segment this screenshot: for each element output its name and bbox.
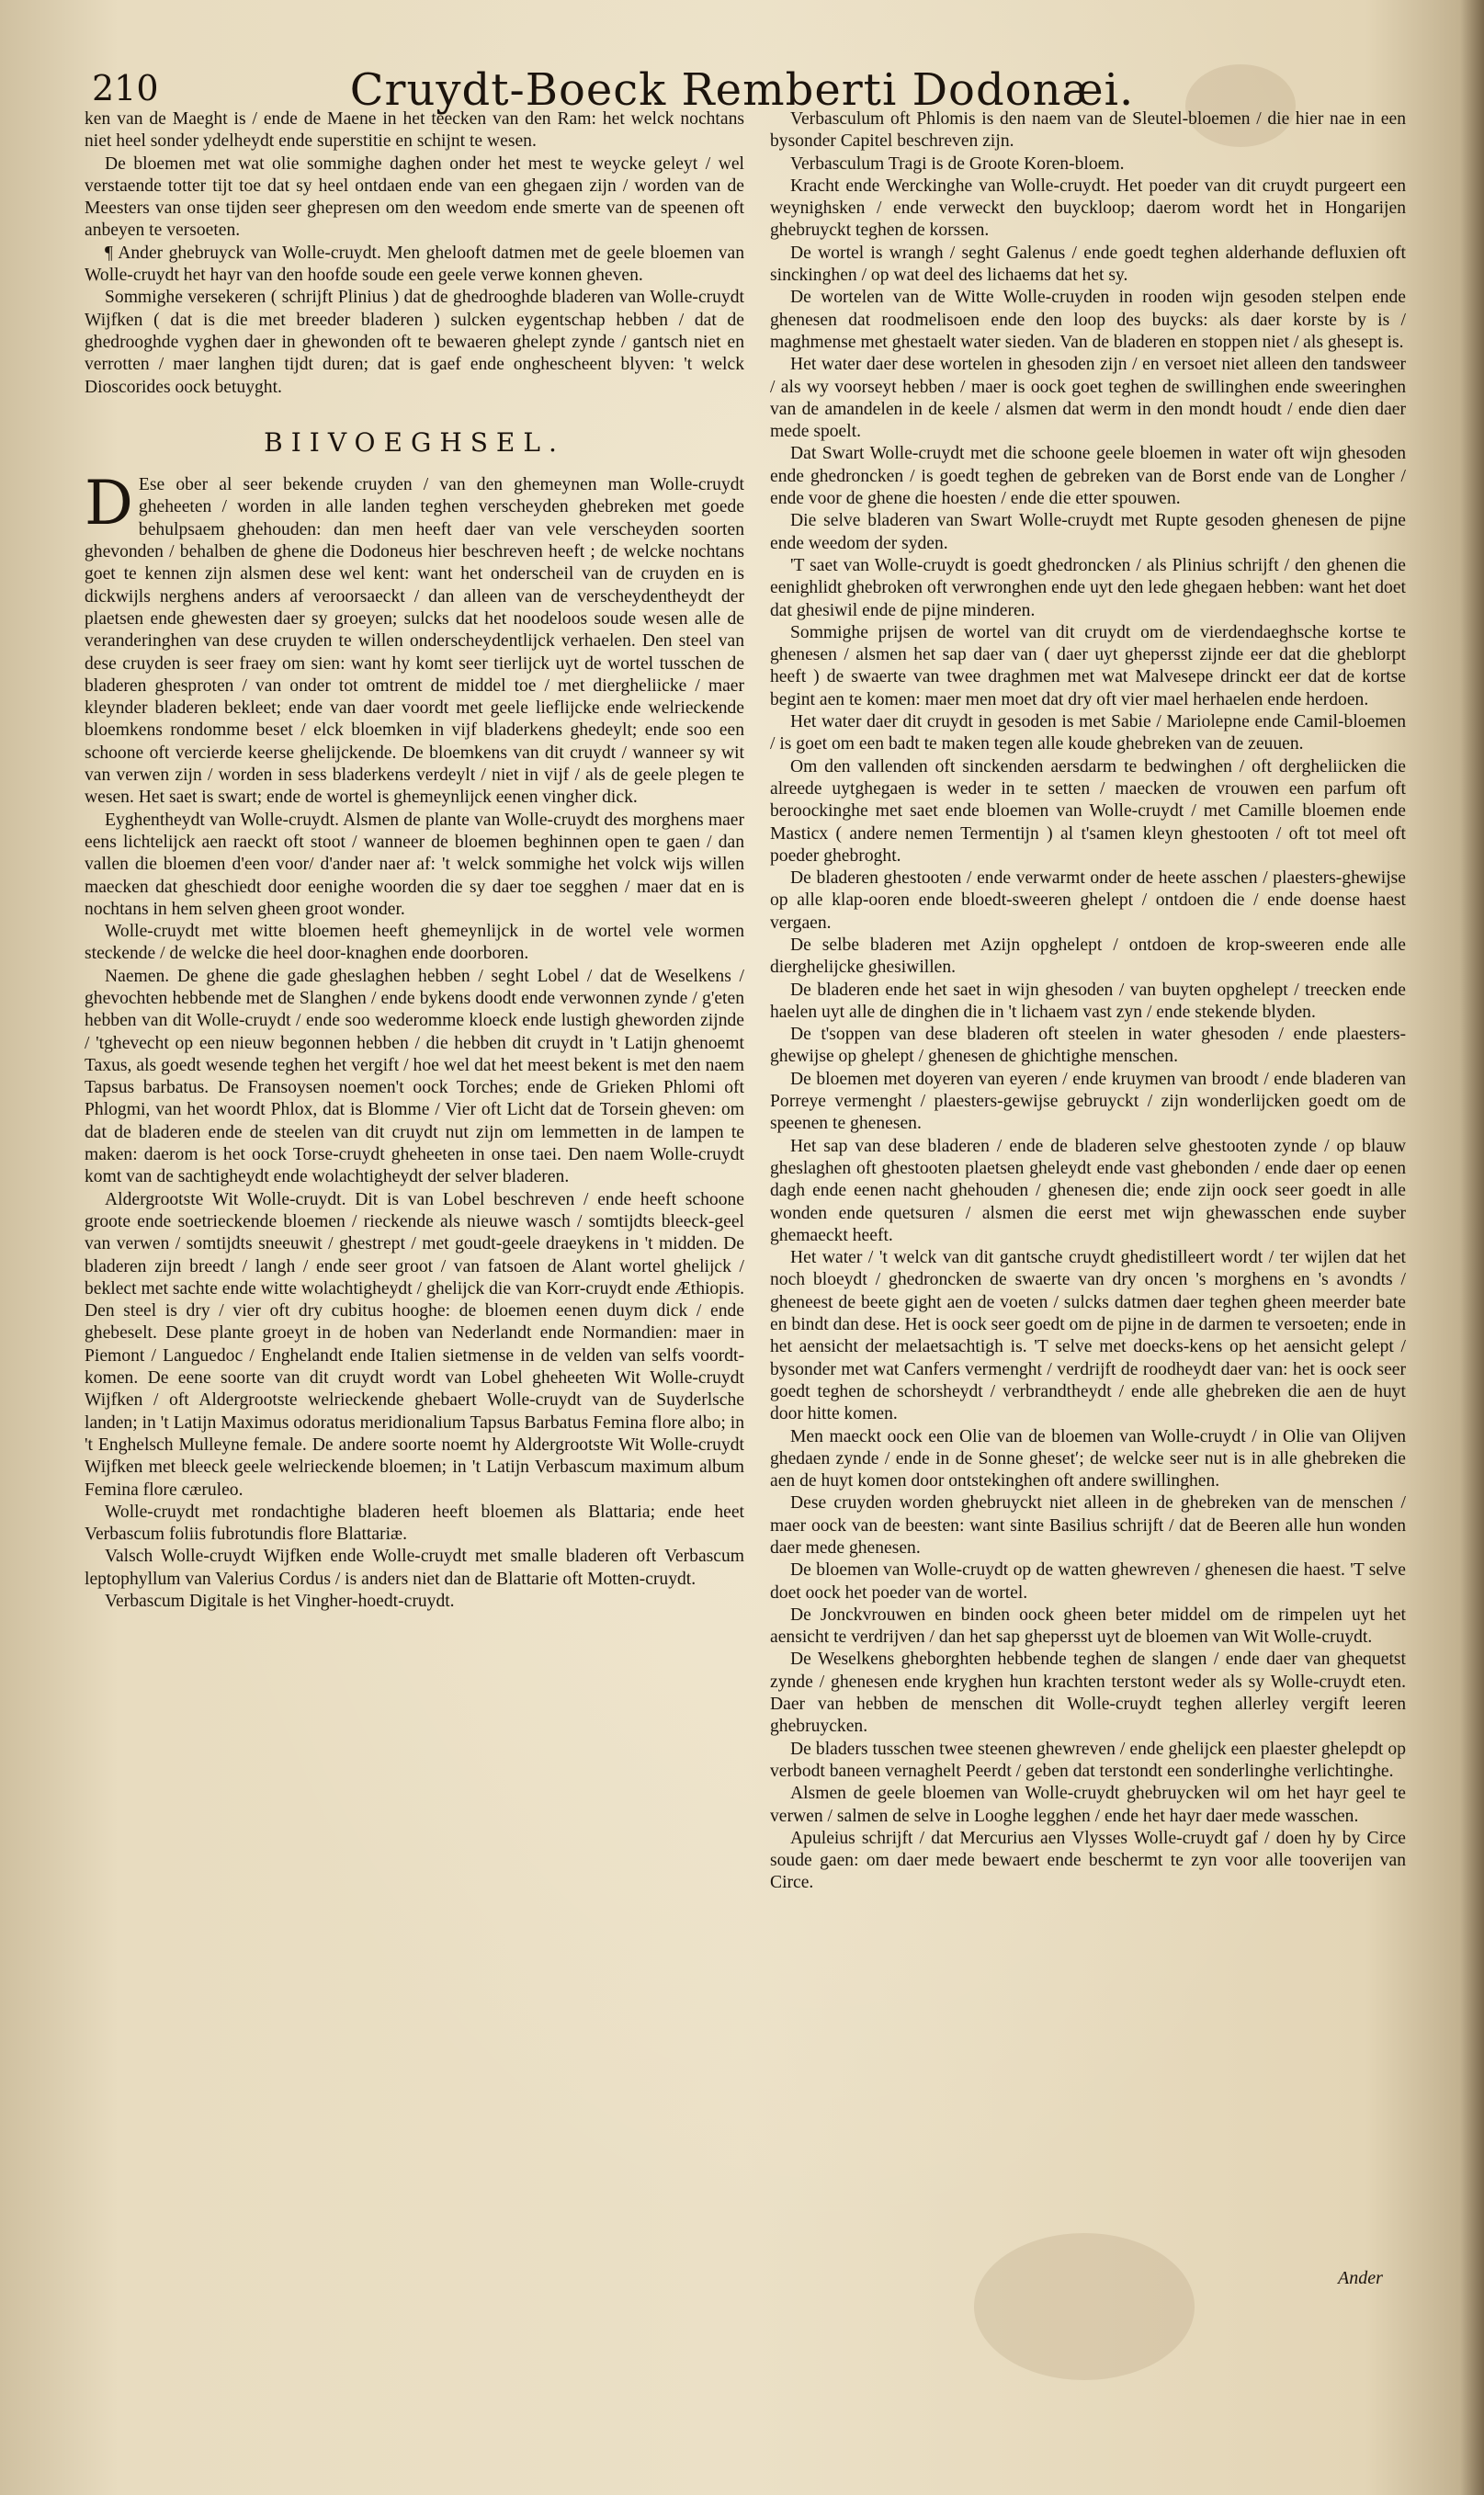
paragraph: ken van de Maeght is / ende de Maene in het teecken van den Ram: het welck nochtans niet heel sonder ydelheydt ende superstitie en schijnt te wesen. (85, 109, 744, 152)
paragraph: 'T saet van Wolle-cruydt is goedt ghedroncken / als Plinius schrijft / den ghenen die eenighlidt ghebroken oft verwronghen ende uyt den lede ghegaen hebben: want het doet dat ghesiwil ende de pijne minderen. (770, 555, 1406, 620)
paragraph: De wortelen van de Witte Wolle-cruyden in rooden wijn gesoden stelpen ende ghenesen dat roodmelisoen ende den loop des buycks: als daer korste by is / maghmense met ghestaelt water sieden. Van de bladeren en stoppen niet / als ghesept is. (770, 288, 1406, 352)
paragraph: De bladeren ende het saet in wijn ghesoden / van buyten opghelept / treecken ende haelen uyt alle de dinghen die in 't lichaem vast zyn / ende stekende blyden. (770, 980, 1406, 1022)
paragraph: Apuleius schrijft / dat Mercurius aen Vlysses Wolle-cruydt gaf / doen hy by Circe soude gaen: om daer mede bewaert ende beschermt te zyn voor alle tooverijen van Circe. (770, 1828, 1406, 1893)
paragraph: De bloemen van Wolle-cruydt op de watten ghewreven / ghenesen die haest. 'T selve doet oock het poeder van de wortel. (770, 1560, 1406, 1603)
catchword: Ander (1338, 2268, 1383, 2288)
paragraph: Het water daer dese wortelen in ghesoden zijn / en versoet niet alleen den tandsweer / als wy voorseyt hebben / maer is oock goet teghen de swillinghen ende sweeringhen van de amandelen in de keele / alsmen dat werm in den mondt houdt / ende dien daer mede spoelt. (770, 355, 1406, 442)
paragraph-text: Ese ober al seer bekende cruyden / van den ghemeynen man Wolle-cruydt gheheeten / worden in alle landen teghen verscheyden ghebreken met goede behulpsaem ghehouden: dan men heeft daer van vele verscheyden soorten ghevonden / behalben de ghene die Dodoneus hier beschreven heeft ; de welcke nochtans goet te kennen zijn alsmen dese wel kent: want het onderscheil van de cruyden en is dickwijls nerghens anders af veroorsaeckt / dan alleen van de verscheydentheydt der plaetsen ende ghewesten daer sy groeyen; sulcks dat het noodeloos soude wesen alle de veranderinghen van dese cruyden te willen onderscheydentlijck verhaelen. Den steel van dese cruyden is seer fraey om sien: want hy komt seer tierlijck uyt de wortel tusschen de bladeren ghesproten / van onder tot omtrent de middel toe / met diergheliicke / maer kleynder bladeren bekleet; ende van daer voordt met geele lieflijcke ende welrieckende bloemkens rondomme beset / elck bloemken in vijf bladerkens ghedeylt; ende soo een schoone oft vercierde keerse ghelijckende. De bloemkens van dit cruydt / wanneer sy wit van verwen zijn / worden in sess bladerkens verdeylt / niet in vijf / als de geele plegen te wesen. Het saet is swart; ende de wortel is ghemeynlijck eenen vingher dick. (85, 475, 744, 808)
page-number: 210 (92, 68, 159, 108)
paragraph: Het water daer dit cruydt in gesoden is met Sabie / Mariolepne ende Camil-bloemen / is goet om een badt te maken tegen alle koude ghebreken van de zeuuen. (770, 712, 1406, 754)
paragraph: Sommighe prijsen de wortel van dit cruydt om de vierdendaeghsche kortse te ghenesen / alsmen het sap daer van ( daer uyt ghepersst zijnde eer dat die gheblorpt heeft ) de swaerte van twee draghmen met wat Malvesepe drinckt eer dat de kortse begint aen te komen: maer men moet dat dry oft vier mael herhaelen ende herdoen. (770, 622, 1406, 709)
paragraph: Verbasculum oft Phlomis is den naem van de Sleutel-bloemen / die hier nae in een bysonder Capitel beschreven zijn. (770, 109, 1406, 152)
paragraph: Het water / 't welck van dit gantsche cruydt ghedistilleert wordt / ter wijlen dat het noch bloeydt / ghedroncken de swaerte van dry oncen 's morghens en 's avondts / gheneest de beete gight aen de voeten / sulcks datmen daer teghen gheen meerder bate en bindt dan dese. Het is oock seer goedt om de pijne in de darmen te versoeten; ende in het aensicht der melaetsachtigh is. 'T selve met doecks-kens op het aensicht gelept / bysonder met wat Canfers vermenght / verdrijft de roodheydt daer van: het is oock seer goedt teghen de schorsheydt / verbrandtheydt / ende alle ghebreken die aen de huyt door hitte komen. (770, 1248, 1406, 1424)
paragraph: Eyghentheydt van Wolle-cruydt. Alsmen de plante van Wolle-cruydt des morghens maer eens lichtelijck aen raeckt oft stoot / wanneer de bloemen beghinnen open te gaen / dan vallen die bloemen d'een voor/ d'ander naer af: 't welck sommighe het volck wijs willen maecken dat gheschiedt door eenighe woorden die sy daer toe segghen / maer dat en is nochtans in hem selven gheen groot wonder. (85, 810, 744, 919)
paragraph: Alsmen de geele bloemen van Wolle-cruydt ghebruycken wil om het hayr geel te verwen / salmen de selve in Looghe legghen / ende het hayr daer mede wasschen. (770, 1784, 1406, 1826)
paragraph: Aldergrootste Wit Wolle-cruydt. Dit is van Lobel beschreven / ende heeft schoone groote ende soetrieckende bloemen / rieckende als nieuwe wasch / somtijdts bleeck-geel van verwen / somtijdts sneeuwit / ghestrept / met goudt-geele draeykens in 't midden. De bladeren zijn breedt / langh / ende seer groot / van fatsoen de Alant wortel ghelijck / beklect met sachte ende witte wolachtigheydt / ghelijck die van Korr-cruydt ende Æthiopis. Den steel is dry / vier oft dry cubitus hooghe: de bloemen eenen duym dick / ende ghebeselt. Dese plante groeyt in de hoben van Nederlandt ende Normandien: maer in Piemont / Languedoc / Enghelandt ende Italien sietmense in de velden van selfs voordt-komen. De eene soorte van dit cruydt wordt van Lobel gheheeten Wit Wolle-cruydt Wijfken / oft Aldergrootste welrieckende ghebaert Wolle-cruydt van de Suyderlsche landen; in 't Latijn Maximus odoratus meridionalium Tapsus Barbatus Femina flore albo; in 't Enghelsch Mulleyne female. De andere soorte noemt hy Aldergrootste Wit Wolle-cruydt Wijfken met bleeck geele welrieckende bloemen; in 't Latijn Verbascum maximum album Femina flore cæruleo. (85, 1189, 744, 1500)
paragraph-with-dropcap (85, 468, 744, 809)
book-spine-shadow (1460, 0, 1484, 2495)
paragraph: Verbasculum Tragi is de Groote Koren-bloem. (790, 153, 1125, 174)
paragraph: De bladeren ghestooten / ende verwarmt onder de heete asschen / plaesters-ghewijse op alle klap-ooren ende bloedt-sweeren ghelept / ontdoen die / ende doense haest vergaen. (770, 868, 1406, 933)
paragraph: Dat Swart Wolle-cruydt met die schoone geele bloemen in water oft wijn ghesoden ende ghedroncken / is goedt teghen de gebreken van de Borst ende van de Longher / ende voor de ghene die hoesten / ende die etter spouwen. (770, 444, 1406, 509)
paragraph: Dese cruyden worden ghebruyckt niet alleen in de ghebreken van de menschen / maer oock van de beesten: want sinte Basilius schrijft / dat de Beeren alle hun wonden daer mede ghenesen. (770, 1493, 1406, 1558)
paragraph: Die selve bladeren van Swart Wolle-cruydt met Rupte gesoden ghenesen de pijne ende weedom der syden. (770, 511, 1406, 553)
paragraph: Het sap van dese bladeren / ende de bladeren selve ghestooten zynde / op blauw gheslaghen oft ghestooten plaetsen gheleydt ende vast ghebonden / ende daer op eenen dagh ende eenen nacht ghehouden / ghenesen die; ende zijn oock seer goedt in alle wonden ende quetsuren / alsmen die eerst met wijn ghewasschen ende suyber ghemaeckt heeft. (770, 1136, 1406, 1245)
right-column (770, 108, 1406, 2332)
paragraph: De bloemen met doyeren van eyeren / ende kruymen van broodt / ende bladeren van Porreye vermenght / plaesters-gewijse gebruyckt / zijn wonderlijcken goedt om de speenen te ghenesen. (770, 1069, 1406, 1134)
paragraph: Om den vallenden oft sinckenden aersdarm te bedwinghen / oft dergheliicken die alreede uytghegaen is weder in te setten / maecken de vrouwen een parfum oft beroockinghe met saet ende bloemen van Wolle-cruydt / met Camille bloemen ende Masticx ( andere nemen Termentijn ) al t'samen kleyn ghestooten / oft tot meel oft poeder ghebroght. (770, 756, 1406, 866)
paragraph: Wolle-cruydt met rondachtighe bladeren heeft bloemen als Blattaria; ende heet Verbascum foliis fubrotundis flore Blattariæ. (85, 1502, 744, 1545)
paragraph: Wolle-cruydt met witte bloemen heeft ghemeynlijck in de wortel vele wormen steckende / de welcke die heel door-knaghen ende doorboren. (85, 922, 744, 964)
section-heading: BIIVOEGHSEL. (264, 426, 565, 458)
paragraph: ¶ Ander ghebruyck van Wolle-cruydt. Men ghelooft datmen met de geele bloemen van Wolle-cruydt het hayr van den hoofde soude een geele verwe konnen gheven. (85, 243, 744, 286)
running-title: Cruydt-Boeck Remberti Dodonæi. (349, 64, 1135, 116)
page-header (0, 40, 1484, 116)
paragraph: Kracht ende Werckinghe van Wolle-cruydt. Het poeder van dit cruydt purgeert een weynighsken / ende verweckt den buyckloop; daerom wordt het in Hongarijen ghebruyckt teghen de korssen. (770, 176, 1406, 241)
paragraph: De Weselkens gheborghten hebbende teghen de slangen / ende daer van ghequetst zynde / ghenesen ende kryghen hun krachten terstont weder als sy Wolle-cruydt eten. Daer van hebben de menschen dit Wolle-cruydt teghen allerley vergift leeren ghebruycken. (770, 1650, 1406, 1737)
paragraph: De bladers tusschen twee steenen ghewreven / ende ghelijck een plaester ghelepdt op verbodt baneen vernaghelt Peerdt / geben dat terstondt een sonderlinghe verlichtinghe. (770, 1739, 1406, 1781)
paragraph: Naemen. De ghene die gade gheslaghen hebben / seght Lobel / dat de Weselkens / ghevochten hebbende met de Slanghen / ende bykens doodt ende verwonnen zynde / g'eten hebben van dit Wolle-cruydt / ende soo wederomme kloeck ende lustigh gheworden zijnde / 'tghevecht op een nieuw begonnen hebben / die hebben dit cruydt in 't Latijn ghenoemt Taxus, als goedt wesende teghen het vergift / hoe wel dat het meest bekent is met den naem Tapsus barbatus. De Fransoysen noemen't oock Torches; ende de Grieken Phlomi oft Phlogmi, van het woordt Phlox, dat is Blomme / Vier oft Licht dat de Torsein gheven: om dat de bladeren ende de steelen van dit cruydt nut zijn om lemmetten in de lampen te maken: daerom is het oock Torse-cruydt gheheeten in onse taei. Den naem Wolle-cruydt komt van de sachtigheydt ende wolachtigheydt der selver bladeren. (85, 966, 744, 1187)
paragraph: De bloemen met wat olie sommighe daghen onder het mest te weycke geleyt / wel verstaende totter tijt toe dat sy heel ontdaen ende van een ghegaen zijn / worden van de Meesters van onse tijden seer ghepresen om den weedom ende smerte van de speenen oft anbeyen te versoeten. (85, 153, 744, 241)
paragraph: De wortel is wrangh / seght Galenus / ende goedt teghen alderhande defluxien oft sinckinghen / op wat deel des lichaems dat het sy. (770, 243, 1406, 286)
drop-cap: D (85, 468, 133, 539)
paragraph: Verbascum Digitale is het Vingher-hoedt-cruydt. (105, 1592, 455, 1611)
left-column (85, 108, 744, 2332)
paragraph: Men maeckt oock een Olie van de bloemen van Wolle-cruydt / in Olie van Olijven ghedaen zynde / ende in de Sonne ghesetʹ; de welcke seer nut is in alle ghebreken die aen de huyt komen door ontstekinghen oft andere swillinghen. (770, 1426, 1406, 1491)
paragraph: Valsch Wolle-cruydt Wijfken ende Wolle-cruydt met smalle bladeren oft Verbascum leptophyllum van Valerius Cordus / is anders niet dan de Blattarie oft Motten-cruydt. (85, 1547, 744, 1589)
paragraph: Sommighe versekeren ( schrijft Plinius ) dat de ghedrooghde bladeren van Wolle-cruydt Wijfken ( dat is die met breeder bladeren ) sulcken eygentschap hebben / dat de ghedrooghde vyghen daer in ghewonden oft te bewaeren ghelept zynde / gantsch niet en verrotten / maer langhen tijdt duren; dat is gaef ende onghescheent blyven: 't welck Dioscorides oock betuyght. (85, 288, 744, 397)
paragraph: De selbe bladeren met Azijn opghelept / ontdoen de krop-sweeren ende alle dierghelijcke ghesiwillen. (770, 935, 1406, 978)
paragraph: De Jonckvrouwen en binden oock gheen beter middel om de rimpelen uyt het aensicht te verdrijven / dan het sap ghepersst uyt de bloemen van Wit Wolle-cruydt. (770, 1605, 1406, 1648)
paragraph: De t'soppen van dese bladeren oft steelen in water ghesoden / ende plaesters-ghewijse op ghelept / ghenesen de ghichtighe menschen. (770, 1025, 1406, 1067)
